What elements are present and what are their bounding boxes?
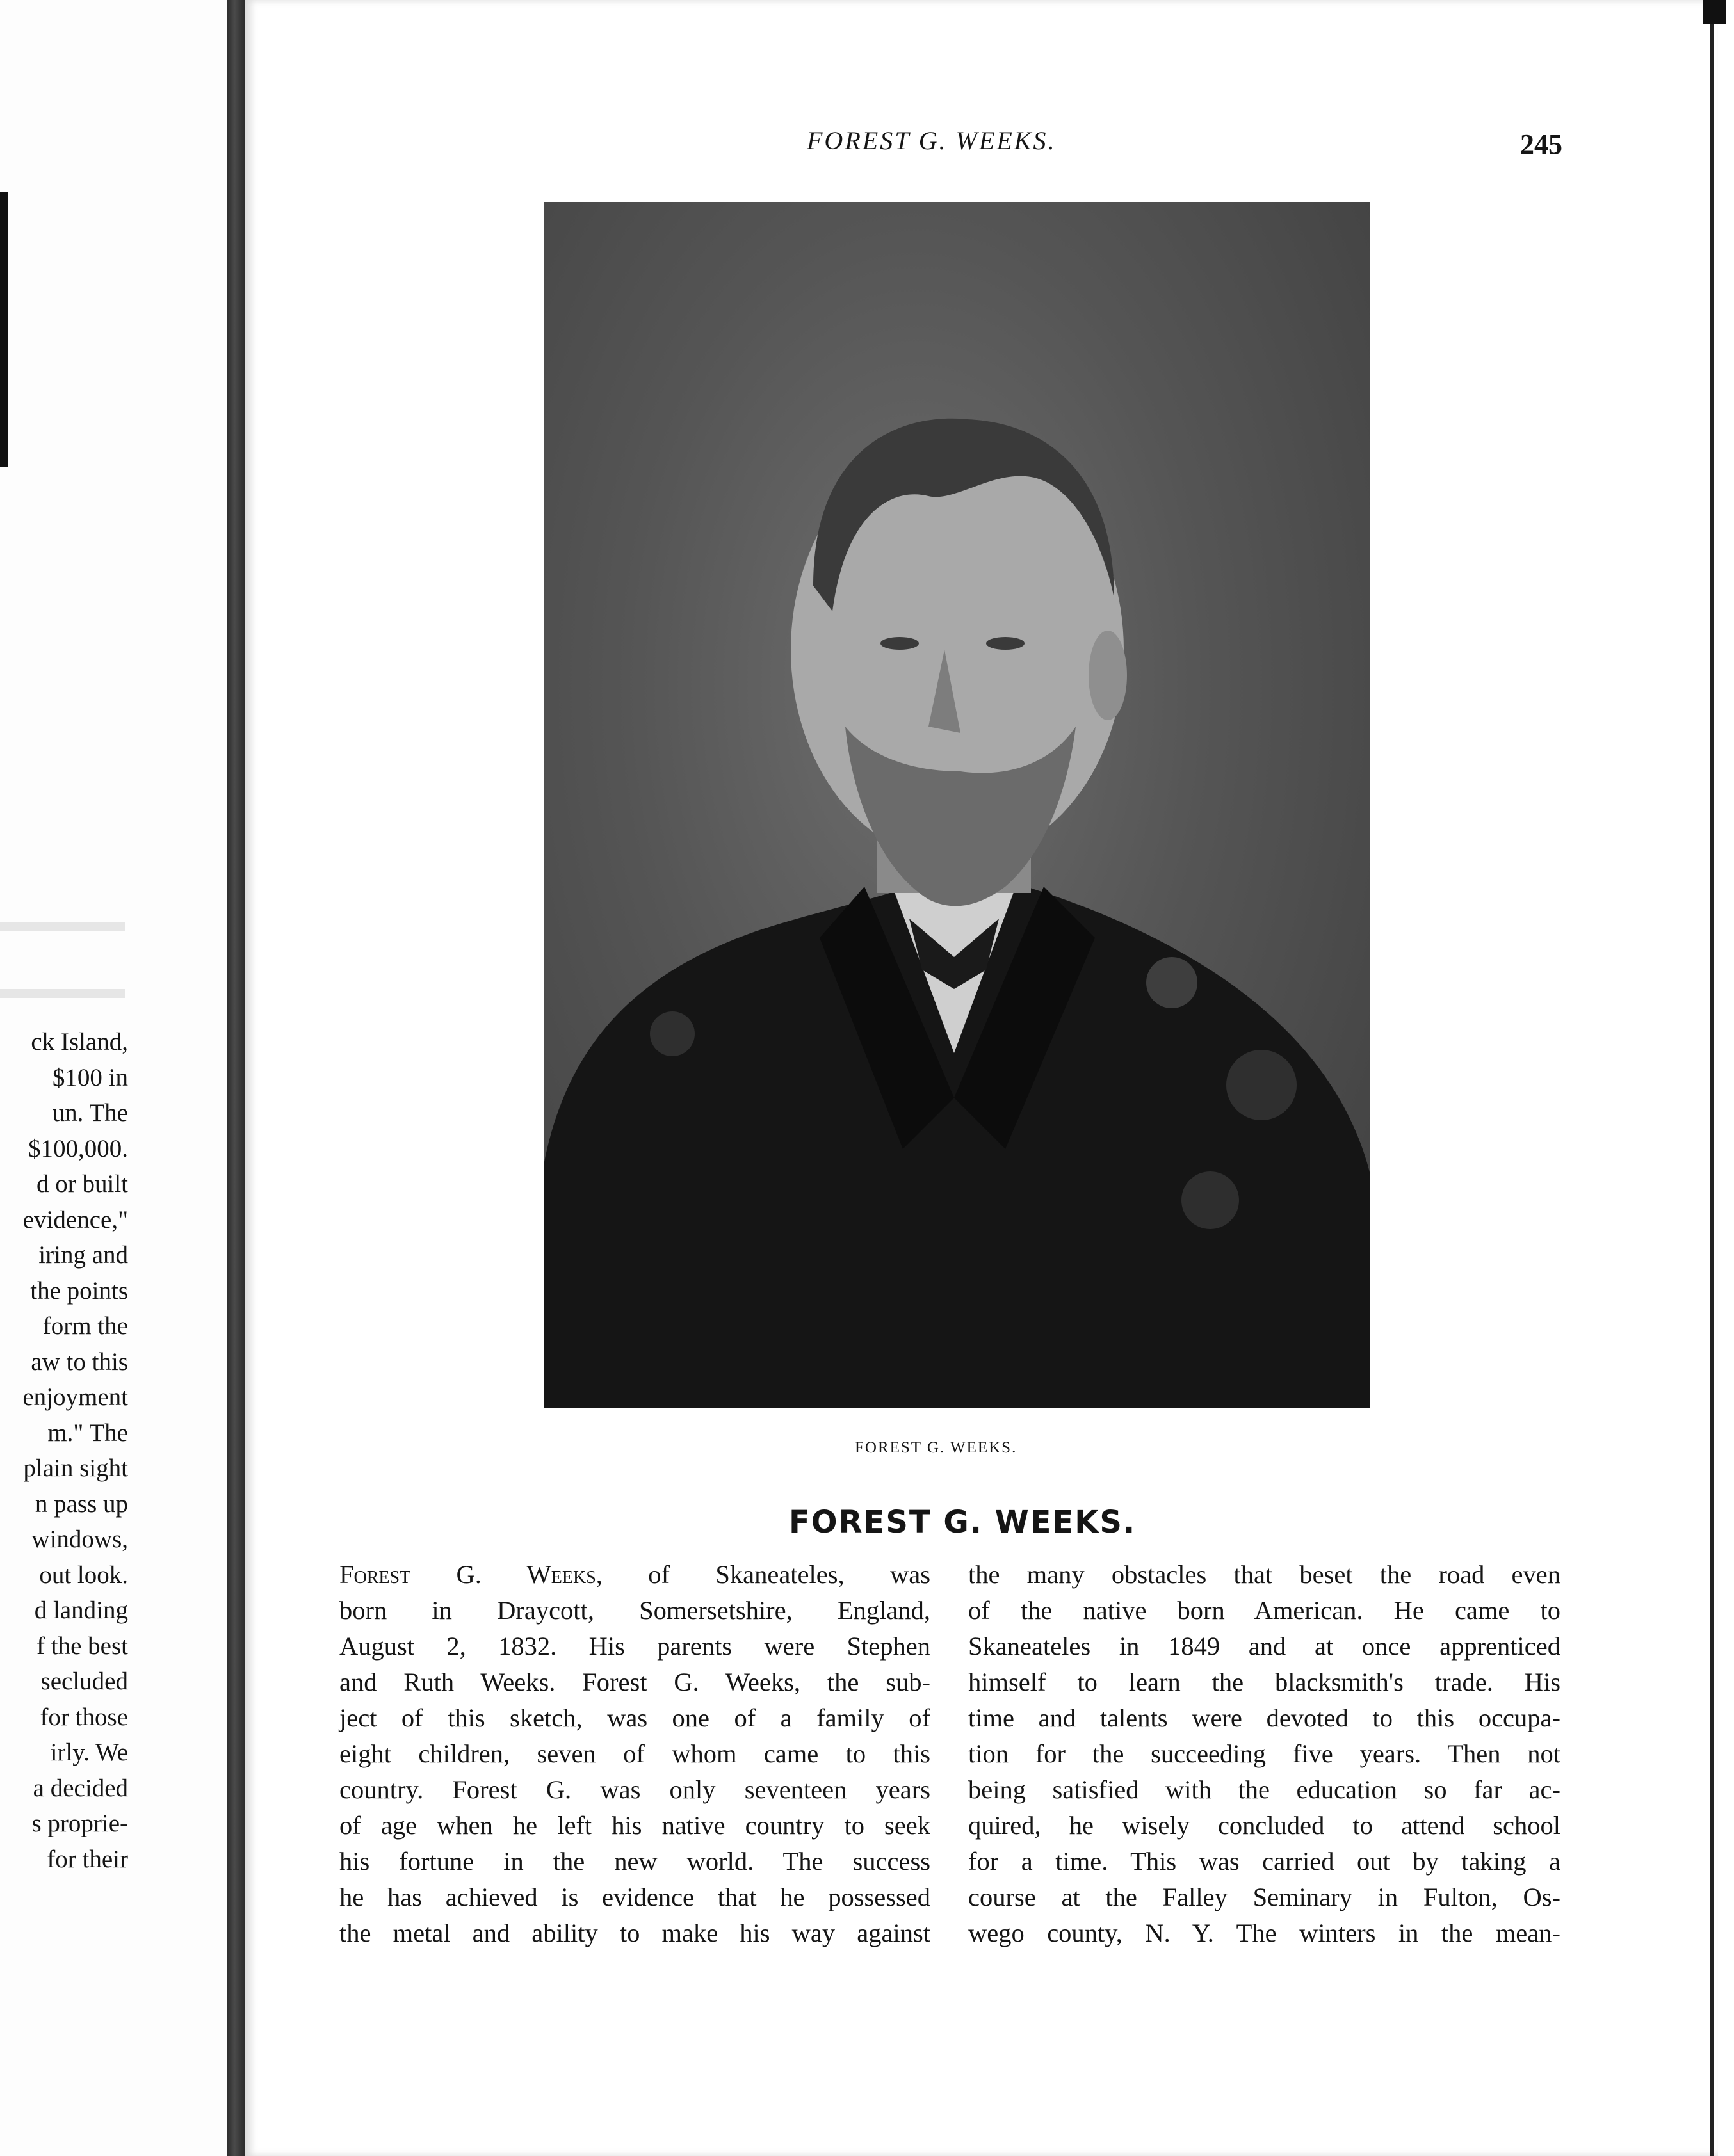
left-page-line: s proprie- — [31, 1810, 128, 1837]
article-title: FOREST G. WEEKS. — [789, 1504, 1137, 1540]
article-line: country. Forest G. was only seventeen years — [339, 1775, 930, 1804]
left-page-line: ck Island, — [31, 1028, 128, 1056]
left-page-line: form the — [42, 1312, 128, 1340]
article-line: Skaneateles in 1849 and at once apprenticed — [968, 1632, 1560, 1661]
running-head: FOREST G. WEEKS. — [807, 126, 1057, 155]
article-line: born in Draycott, Somersetshire, England, — [339, 1596, 930, 1625]
article-line: the many obstacles that beset the road even — [968, 1560, 1560, 1589]
left-page-line: $100 in — [52, 1063, 128, 1091]
left-page-line: the points — [30, 1276, 128, 1305]
article-line: his fortune in the new world. The success — [339, 1847, 930, 1876]
article-line: ject of this sketch, was one of a family of — [339, 1703, 930, 1732]
left-page-line: enjoyment — [22, 1383, 128, 1411]
article-line: being satisfied with the education so far ac- — [968, 1775, 1560, 1804]
left-page-line: evidence," — [22, 1205, 128, 1234]
photo-caption: FOREST G. WEEKS. — [855, 1439, 1017, 1456]
article-line: time and talents were devoted to this occupa- — [968, 1703, 1560, 1732]
left-page-line: secluded — [40, 1668, 128, 1695]
portrait-illustration — [544, 202, 1370, 1408]
article-line: eight children, seven of whom came to this — [339, 1739, 930, 1768]
left-page-line: iring and — [38, 1241, 128, 1269]
faint-text-line — [0, 989, 125, 998]
left-page-line: windows, — [31, 1525, 128, 1553]
page-edge — [1710, 0, 1714, 2156]
left-page-line: $100,000. — [28, 1134, 128, 1162]
article-line: of age when he left his native country to seek — [339, 1811, 930, 1840]
article-column-left — [339, 1557, 930, 1951]
left-page-fragment — [0, 0, 227, 2156]
article-line: and Ruth Weeks. Forest G. Weeks, the sub- — [339, 1668, 930, 1696]
left-page-line: for their — [47, 1845, 128, 1873]
left-page-line: plain sight — [23, 1454, 128, 1482]
opening-line-rest: , of Skaneateles, was — [596, 1560, 930, 1589]
article-line: quired, he wisely concluded to attend school — [968, 1811, 1560, 1840]
left-page-line: a decided — [33, 1774, 128, 1802]
left-page-line: d or built — [36, 1170, 128, 1198]
article-line: he has achieved is evidence that he possessed — [339, 1883, 930, 1911]
article-column-right — [968, 1557, 1560, 1951]
left-page-line: for those — [40, 1703, 128, 1731]
article-line: tion for the succeeding five years. Then not — [968, 1739, 1560, 1768]
left-page-text — [0, 1024, 128, 1877]
left-page-line: aw to this — [31, 1348, 128, 1376]
left-page-line: f the best — [36, 1632, 128, 1660]
scan-corner-mark — [1703, 0, 1726, 24]
left-page-line: m." The — [47, 1419, 128, 1447]
left-page-rule — [0, 192, 8, 467]
faint-text-line — [0, 922, 125, 931]
page-number: 245 — [1520, 129, 1562, 160]
left-page-line: d landing — [34, 1597, 128, 1624]
left-page-line: n pass up — [35, 1490, 128, 1518]
article-line: course at the Falley Seminary in Fulton, Os- — [968, 1883, 1560, 1911]
left-page-line: out look. — [39, 1561, 128, 1589]
left-page-line: un. The — [52, 1099, 128, 1127]
article-line: wego county, N. Y. The winters in the mean- — [968, 1919, 1560, 1947]
article-line — [339, 1557, 930, 1593]
article-line: the metal and ability to make his way against — [339, 1919, 930, 1947]
left-page-line: irly. We — [50, 1739, 128, 1766]
article-line: himself to learn the blacksmith's trade. His — [968, 1668, 1560, 1696]
portrait-photo — [544, 202, 1370, 1408]
opening-name: Forest G. Weeks — [339, 1560, 596, 1589]
book-gutter — [227, 0, 245, 2156]
article-line: for a time. This was carried out by taking a — [968, 1847, 1560, 1876]
article-line: of the native born American. He came to — [968, 1596, 1560, 1625]
article-line: August 2, 1832. His parents were Stephen — [339, 1632, 930, 1661]
